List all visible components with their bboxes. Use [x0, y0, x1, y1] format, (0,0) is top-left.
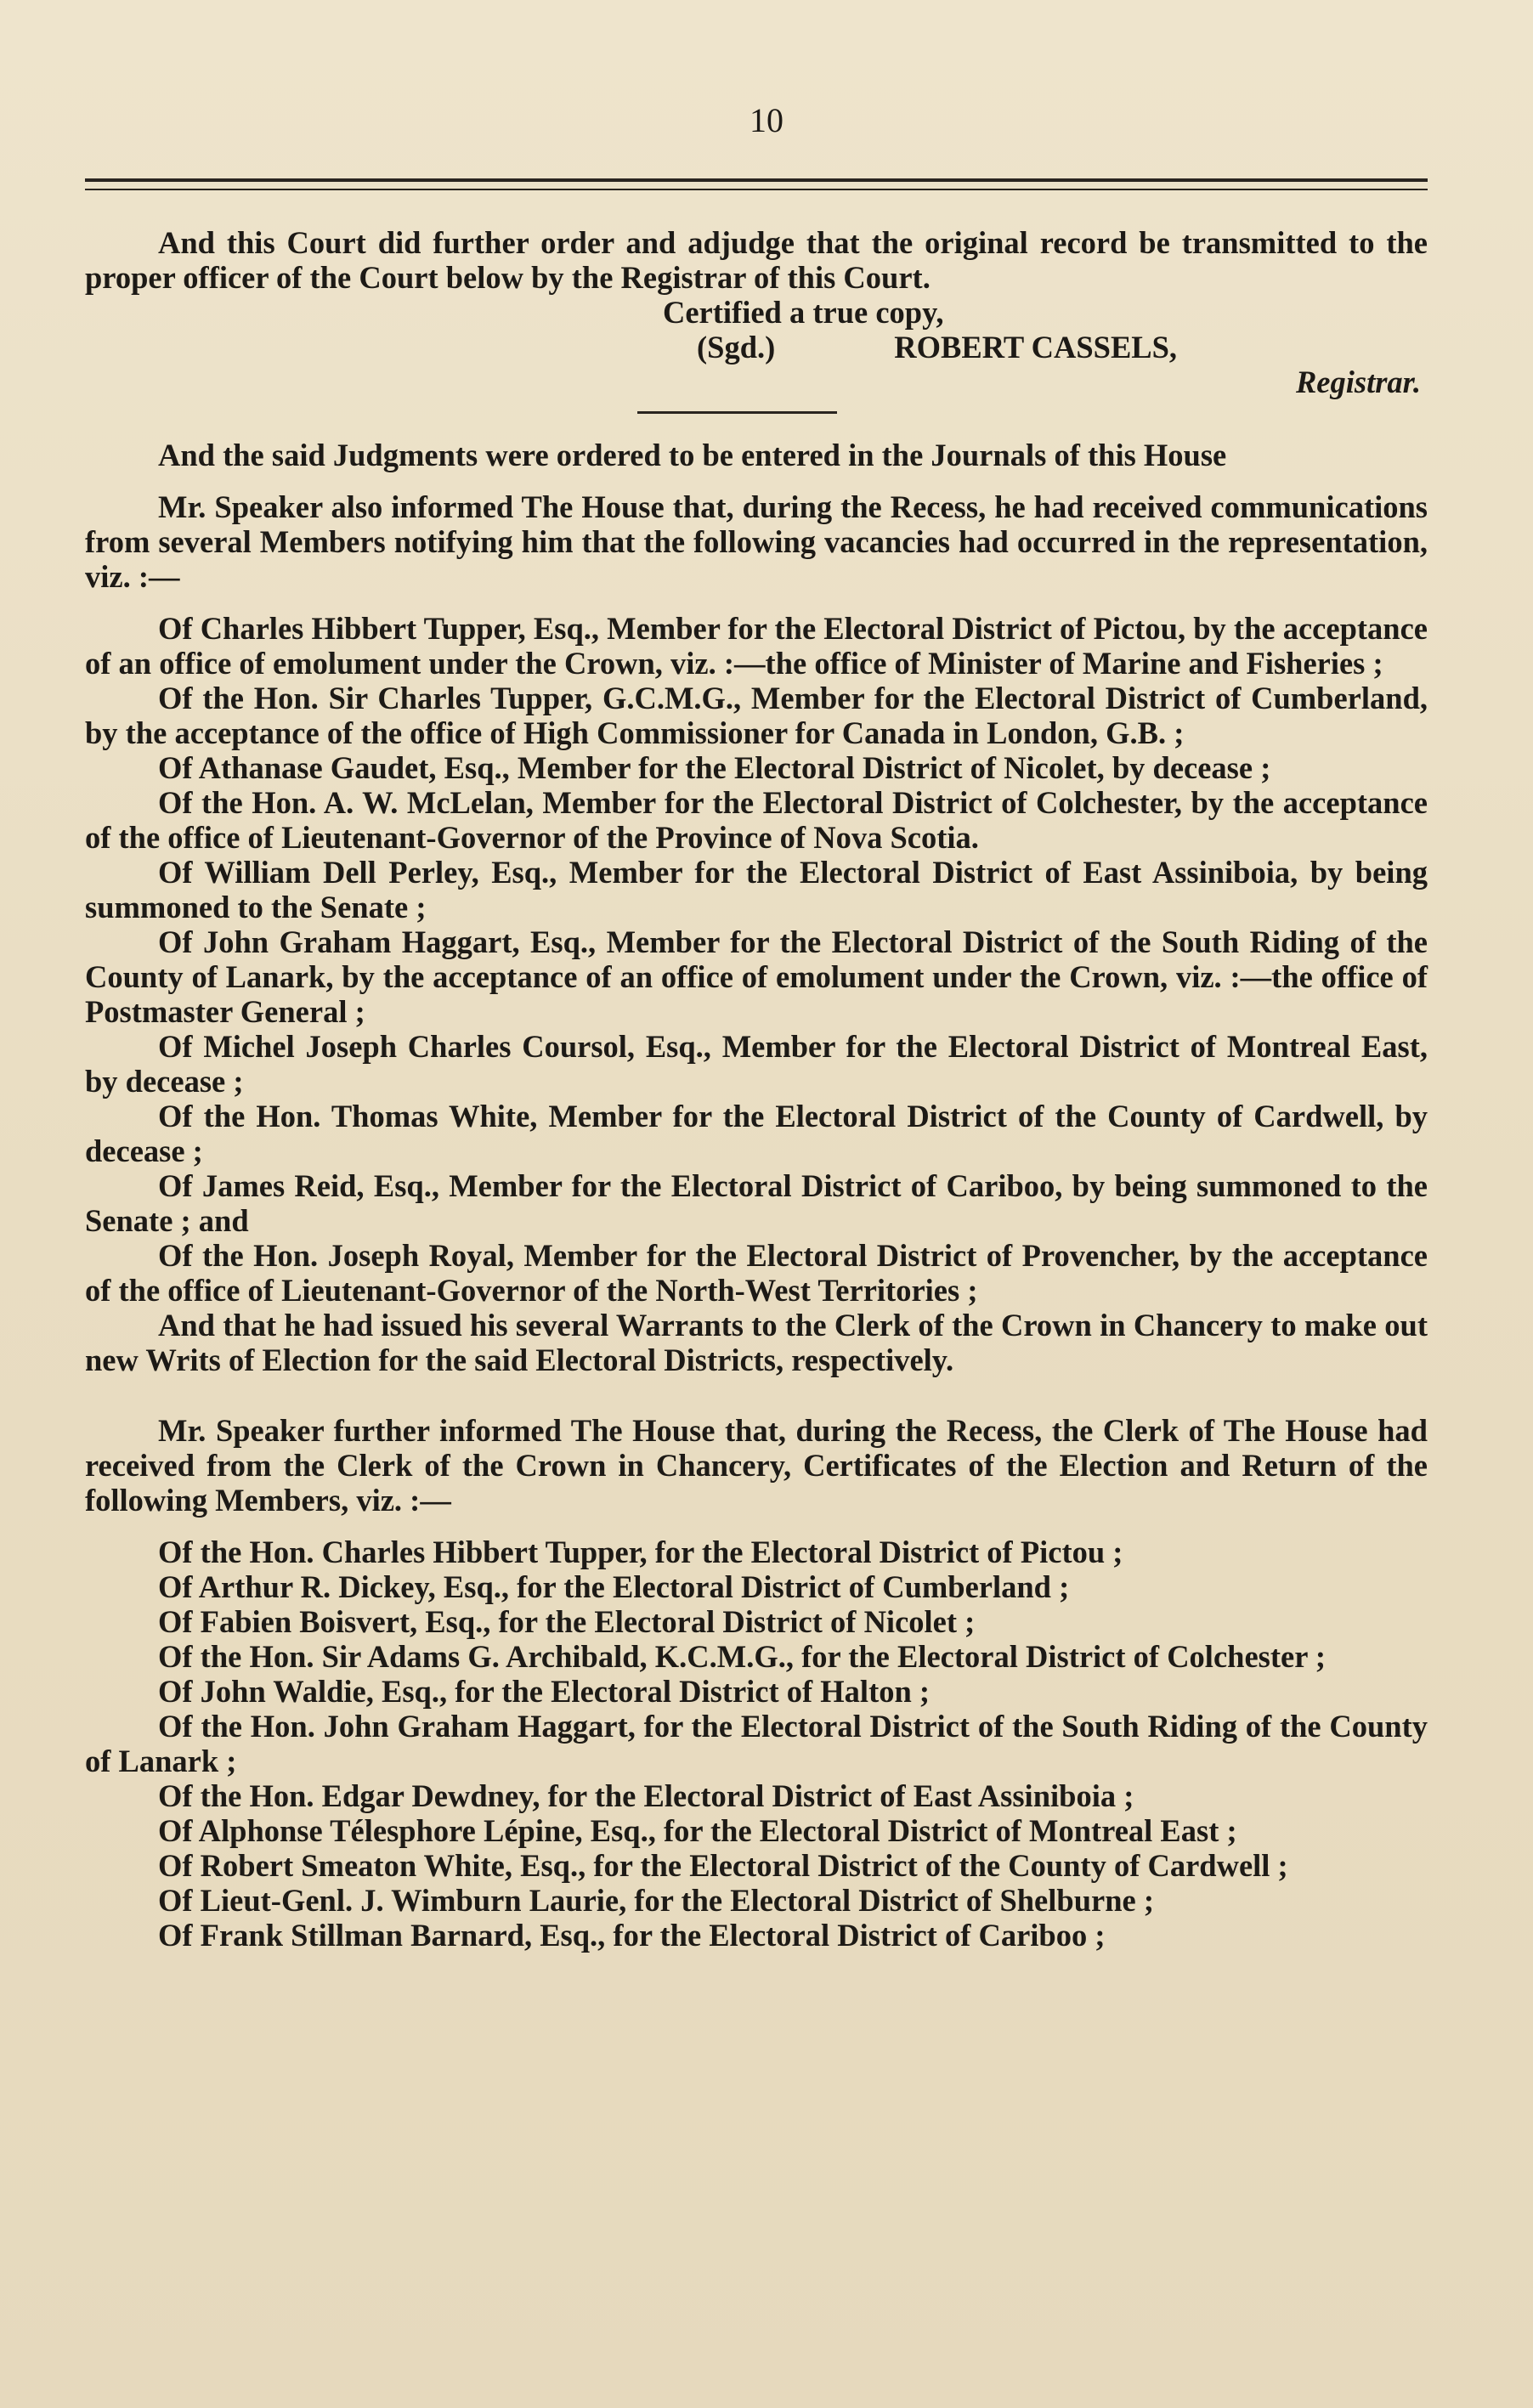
page-number: 10 [750, 101, 783, 139]
registrar-name: ROBERT CASSELS, [894, 330, 1178, 365]
judgments-paragraph: And the said Judgments were ordered to be entered in the Journals of this House [158, 438, 1227, 472]
return-item: Of the Hon. Edgar Dewdney, for the Electoral District of East Assiniboia ; [158, 1778, 1134, 1813]
section-divider [637, 411, 837, 414]
signature-line [85, 330, 1428, 365]
return-item: Of Arthur R. Dickey, Esq., for the Electoral District of Cumberland ; [158, 1569, 1070, 1604]
vacancy-item: Of Athanase Gaudet, Esq., Member for the Electoral District of Nicolet, by decease ; [158, 750, 1271, 785]
document-body [85, 225, 1428, 1953]
vacancy-item: Of the Hon. Thomas White, Member for the Electoral District of the County of Cardwell, by decease ; [85, 1099, 1428, 1168]
return-item: Of the Hon. John Graham Haggart, for the Electoral District of the South Riding of the County of Lanark ; [85, 1709, 1428, 1778]
header-rule [85, 178, 1428, 182]
return-item: Of the Hon. Sir Adams G. Archibald, K.C.M.G., for the Electoral District of Colchester ; [158, 1639, 1327, 1674]
signed-mark: (Sgd.) [697, 330, 776, 365]
return-item: Of Frank Stillman Barnard, Esq., for the Electoral District of Cariboo ; [158, 1918, 1106, 1953]
header-rule-thin [85, 189, 1428, 190]
vacancy-item: Of Charles Hibbert Tupper, Esq., Member for the Electoral District of Pictou, by the acceptance of an office of emolument under the Crown, viz. :—the office of Minister of Marine and Fisheries ; [85, 611, 1428, 681]
certified-copy-line: Certified a true copy, [663, 295, 944, 330]
return-item: Of John Waldie, Esq., for the Electoral District of Halton ; [158, 1674, 931, 1709]
vacancy-item: Of John Graham Haggart, Esq., Member for the Electoral District of the South Riding of the County of Lanark, by the acceptance of an office of emolument under the Crown, viz. :—the office of Postmaster General ; [85, 924, 1428, 1029]
vacancy-item: Of William Dell Perley, Esq., Member for the Electoral District of East Assiniboia, by being summoned to the Senate ; [85, 855, 1428, 924]
return-item: Of Lieut-Genl. J. Wimburn Laurie, for the Electoral District of Shelburne ; [158, 1883, 1154, 1918]
return-item: Of Fabien Boisvert, Esq., for the Electoral District of Nicolet ; [158, 1604, 976, 1639]
vacancy-item: Of Michel Joseph Charles Coursol, Esq., Member for the Electoral District of Montreal East, by decease ; [85, 1029, 1428, 1099]
return-item: Of the Hon. Charles Hibbert Tupper, for the Electoral District of Pictou ; [158, 1535, 1123, 1569]
returns-intro: Mr. Speaker further informed The House that, during the Recess, the Clerk of The House had received from the Clerk of the Crown in Chancery, Certificates of the Election and Return of the following Members, viz. :— [85, 1413, 1428, 1518]
certification-block [85, 295, 1428, 399]
return-item: Of Alphonse Télesphore Lépine, Esq., for the Electoral District of Montreal East ; [158, 1813, 1237, 1848]
vacancies-intro: Mr. Speaker also informed The House that, during the Recess, he had received communications from several Members notifying him that the following vacancies had occurred in the representation, viz. :— [85, 489, 1428, 594]
court-order-paragraph: And this Court did further order and adjudge that the original record be transmitted to the proper officer of the Court below by the Registrar of this Court. [85, 225, 1428, 295]
vacancy-item: Of the Hon. Joseph Royal, Member for the Electoral District of Provencher, by the acceptance of the office of Lieutenant-Governor of the North-West Territories ; [85, 1238, 1428, 1308]
registrar-title: Registrar. [1295, 365, 1421, 399]
vacancy-item: Of James Reid, Esq., Member for the Electoral District of Cariboo, by being summoned to the Senate ; and [85, 1168, 1428, 1238]
vacancy-item: Of the Hon. Sir Charles Tupper, G.C.M.G., Member for the Electoral District of Cumberland, by the acceptance of the office of High Commissioner for Canada in London, G.B. ; [85, 681, 1428, 750]
return-item: Of Robert Smeaton White, Esq., for the Electoral District of the County of Cardwell ; [158, 1848, 1288, 1883]
warrants-paragraph: And that he had issued his several Warrants to the Clerk of the Crown in Chancery to make out new Writs of Election for the said Electoral Districts, respectively. [85, 1308, 1428, 1377]
vacancy-item: Of the Hon. A. W. McLelan, Member for the Electoral District of Colchester, by the acceptance of the office of Lieutenant-Governor of the Province of Nova Scotia. [85, 785, 1428, 855]
